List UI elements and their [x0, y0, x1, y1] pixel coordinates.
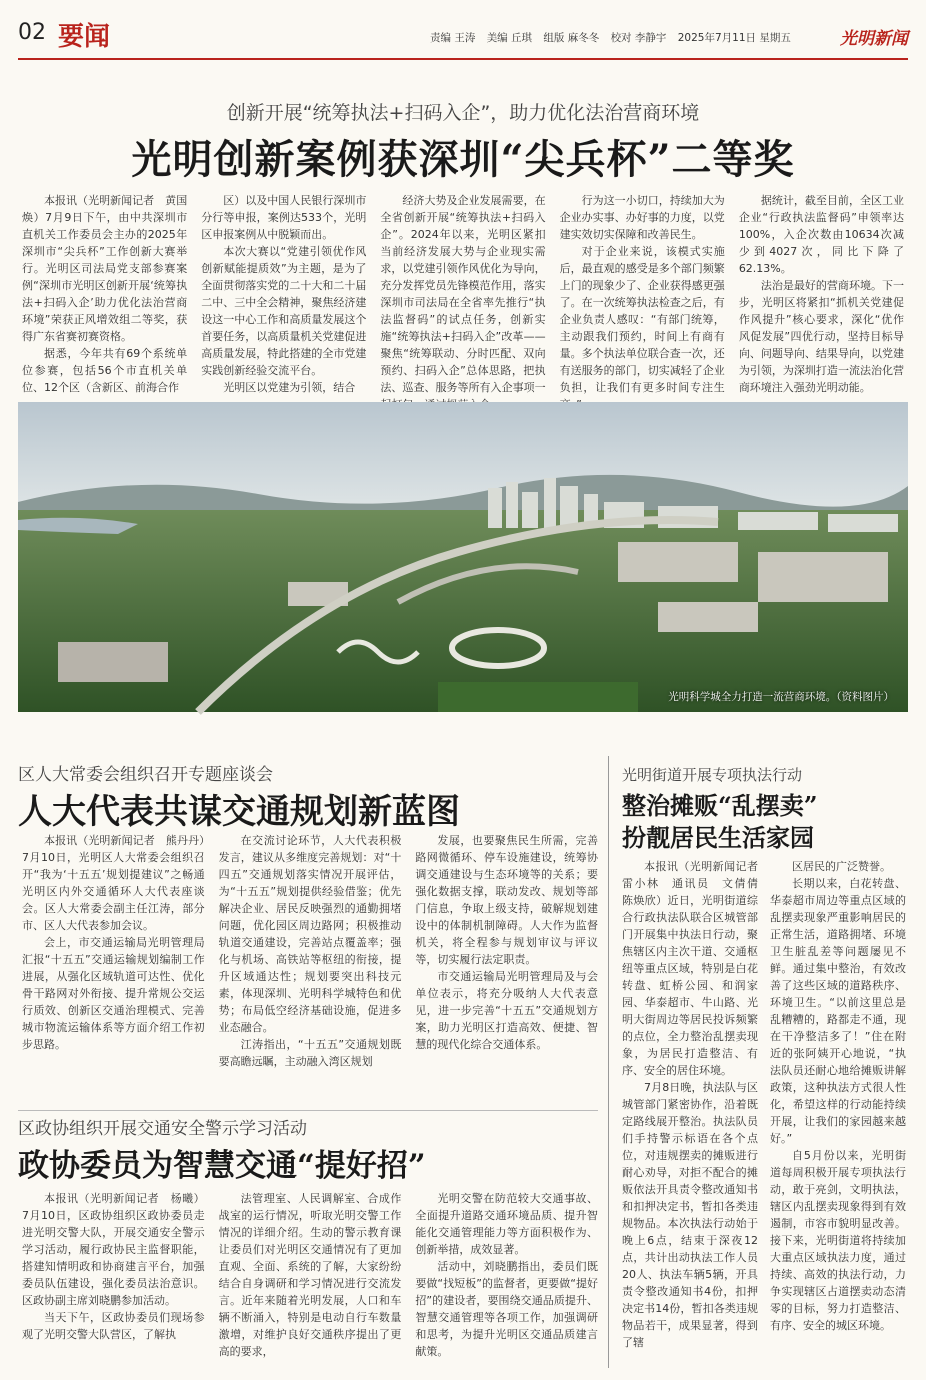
paragraph: 本报讯（光明新闻记者雷小林 通讯员 文倩倩 陈焕欣）近日，光明街道综合行政执法队联合区城管部门开展集中执法日行动，聚焦辖区内主次干道、交通枢纽等重点区域，特别是白花转盘、虹桥公园、和润家园、华泰超市、牛山路、光明大街周边等居民投诉频繁的点位，全力整治乱摆卖现象，为居民打造整洁、有序、安全的居住环境。	[622, 860, 769, 1077]
lead-kicker: 创新开展“统筹执法+扫码入企”，助力优化法治营商环境	[226, 102, 700, 124]
paragraph: 本报讯（光明新闻记者 熊丹丹）7月10日，光明区人大常委会组织召开“我为‘十五五’规划提建议”之畅通光明区内外交通循环人大代表座谈会。区人大常委会副主任江涛，部分市、区人大代表参加会议。	[22, 834, 205, 932]
story2-body	[22, 832, 598, 1102]
paragraph: 会上，市交通运输局光明管理局汇报“十五五”交通运输规划编制工作进展，从强化区域轨道可达性、优化骨干路网对外衔接、提升常规公交运行质效、创新区交通治理模式、完善城市物流运输体系等方面介绍工作初步思路。	[22, 936, 205, 1051]
paragraph: 法管理室、人民调解室、合成作战室的运行情况，听取光明交警工作情况的详细介绍。生动的警示教育课让委员们对光明区交通情况有了更加直观、全面、系统的了解，大家纷纷结合自身调研和学习情况进行交流发言。近年来随着光明发展，人口和车辆不断涌入，特别是电动自行车数量激增，对维护良好交通秩序提出了更高的要求，	[218, 1192, 402, 1358]
story2-column	[219, 832, 402, 1102]
paragraph: 区）以及中国人民银行深圳市分行等申报，案例达533个，光明区申报案例从中脱颖而出。	[201, 194, 367, 241]
editor-credits	[430, 30, 799, 45]
paragraph: 在交流讨论环节，人大代表积极发言，建议从多维度完善规划：对“十四五”交通规划落实情况开展评估，为“十五五”规划提供经验借鉴；优先解决企业、居民反映强烈的通勤拥堵问题，优化园区周边路网；积极推动轨道交通建设，完善站点覆盖率；强化与机场、高铁站等枢纽的衔接，提升区域通达性；规划要突出科技元素，体现深圳、光明科学城特色和优势；布局低空经济基础设施，促进多业态融合。	[218, 834, 402, 1034]
column-divider	[608, 756, 609, 1368]
credit-item: 校对 李静宇	[610, 32, 667, 44]
lead-column	[380, 192, 545, 392]
story3-column	[22, 1190, 205, 1370]
aerial-illustration	[18, 402, 908, 712]
lead-column	[560, 192, 725, 392]
paragraph: 经济大势及企业发展需要，在全省创新开展“统筹执法+扫码入企”。2024年以来，光明区紧扣当前经济发展大势与企业现实需求，以党建引领作风优化为导向，充分发挥党员先锋模范作用，落实深圳市司法局在全省率先推行“执法监督码”的试点任务，创新实施“统筹执法+扫码入企”改革——聚焦“统筹联动、分时匹配、双向预约、扫码入企”总体思路，把执法、巡查、服务等所有入企事项一	[380, 194, 546, 394]
aerial-city-photo	[18, 402, 908, 712]
story2-column	[22, 832, 205, 1102]
lead-body	[22, 192, 904, 392]
story3-body	[22, 1190, 598, 1370]
story4-body	[622, 858, 906, 1370]
paragraph: 活动中，刘晓鹏指出，委员们既要做“找短板”的监督者，更要做“提好招”的建设者，要围绕交通品质提升、智慧交通管理等各项工作，加强调研和思考，为提升光明区交通品质建言献策。	[415, 1260, 599, 1358]
story3-column	[415, 1190, 598, 1370]
paragraph: 光明区以党建为引领，结合	[223, 381, 356, 394]
section-title: 要闻	[58, 22, 111, 52]
paragraph: 本报讯（光明新闻记者 杨曦）7月10日，区政协组织区政协委员走进光明交警大队，开展交通安全警示学习活动，履行政协民主监督职能，搭建知情明政和协商建言平台，加强委员队伍建设，强化委员法治意识。区政协副主席刘晓鹏参加活动。	[22, 1192, 205, 1307]
page-number: 02	[18, 20, 46, 45]
paragraph: 据统计，截至目前，全区工业企业“行政执法监督码”申领率达100%，入企次数由10634次减少到4027次，同比下降了62.13%。	[738, 194, 905, 275]
story2-column	[415, 832, 598, 1102]
paragraph: 本报讯（光明新闻记者 黄国焕）7月9日下午，由中共深圳市直机关工作委员会主办的2025年深圳市“尖兵杯”工作创新大赛举行。光明区司法局党支部参赛案例“深圳市光明区创新开展‘统筹执法+扫码入企’助力优化法治营商环境”荣获正风增效组二等奖，获得广东省赛初赛资格。	[22, 194, 188, 343]
paragraph: 当天下午，区政协委员们现场参观了光明交警大队营区，了解执	[22, 1311, 205, 1341]
story2-headline: 人大代表共谋交通规划新蓝图	[18, 792, 460, 832]
story3-kicker: 区政协组织开展交通安全警示学习活动	[18, 1119, 307, 1139]
paragraph: 据悉，今年共有69个系统单位参赛，包括56个市直机关单位、12个区（含新区、前海合作	[22, 347, 188, 394]
story4-column	[770, 858, 906, 1370]
paragraph: 光明交警在防范较大交通事故、全面提升道路交通环境品质、提升智能化交通管理能力等方面积极作为、创新举措，成效显著。	[415, 1192, 599, 1256]
paragraph: 行为这一小切口，持续加大为企业办实事、办好事的力度，以党建实效切实保障和改善民生。	[559, 194, 725, 241]
paragraph: 区居民的广泛赞誉。	[792, 860, 891, 873]
paragraph: 长期以来，白花转盘、华泰超市周边等重点区域的乱摆卖现象严重影响居民的正常生活，道路拥堵、环境卫生脏乱差等问题屡见不鲜。通过集中整治，有效改善了这些区域的道路秩序、环境卫生。“以前这里总是乱糟糟的，路都走不通，现在干净整洁多了！”住在附近的张阿姨开心地说，“执法队员还耐心地给摊贩讲解政策，这种执法方式很人性化，希望这样的行动能持续开展，让我们的家园越来越好。”	[770, 877, 906, 1145]
lead-column	[22, 192, 187, 392]
lead-column	[201, 192, 378, 394]
lead-column	[739, 192, 904, 392]
lead-headline: 光明创新案例获深圳“尖兵杯”二等奖	[131, 136, 795, 183]
paragraph: 本次大赛以“党建引领优作风 创新赋能提质效”为主题，是为了全面贯彻落实党的二十大和二十届二中、三中全会精神，聚焦经济建设这一中心工作和高质量发展这个首要任务，以高质量机关党建促进高质量发展，特此搭建的全市党建实践创新经验交流平台。	[201, 245, 378, 377]
newspaper-logo: 光明新闻	[840, 29, 908, 49]
story2-kicker: 区人大常委会组织召开专题座谈会	[18, 765, 273, 785]
credit-item: 组版 麻冬冬	[543, 32, 600, 44]
paragraph: 市交通运输局光明管理局及与会单位表示，将充分吸纳人大代表意见，进一步完善“十五五”交通规划方案，助力光明区打造高效、便捷、智慧的现代化综合交通体系。	[415, 970, 599, 1051]
paragraph: 发展，也要聚焦民生所需，完善路网微循环、停车设施建设，统筹协调交通建设与生态环境等的关系；要强化数据支撑，联动发改、规划等部门信息，争取上级支持，破解规划建设中的体制机制障碍。人大作为监督机关，将全程参与规划审议与评议等，切实履行法定职责。	[415, 834, 599, 966]
masthead	[18, 14, 908, 60]
paragraph: 7月8日晚，执法队与区城管部门紧密协作，沿着既定路线展开整治。执法队员们手持警示标语在各个点位，对违规摆卖的摊贩进行耐心劝导，对拒不配合的摊贩依法开具责令整改通知书和扣押决定书，暂扣各类违规物品。本次执法行动始于晚上6点，结束于深夜12点，共计出动执法工作人员20人、执法车辆5辆，开具责令整改通知书4份，扣押决定书14份，暂扣各类违规物品若干，成果显著，得到了辖	[622, 1081, 758, 1349]
paragraph: 对于企业来说，该模式实施后，最直观的感受是多个部门频繁上门的现象少了、企业获得感更强了。在一次统筹执法检查之后，有企业负责人感叹：“有部门统筹，主动跟我们预约，时间上有商有量。多个执法单位联合查一次，还有送服务的部门，切实减轻了企业负担，让我们有更多时间专注生	[559, 245, 725, 394]
story4-kicker: 光明街道开展专项执法行动	[622, 766, 803, 784]
paragraph: 自5月份以来，光明街道每周积极开展专项执法行动，敢于亮剑，文明执法，辖区内乱摆卖现象得到有效遏制，市容市貌明显改善。接下来，光明街道将持续加大重点区域执法力度，通过持续、高效的执法行动，力争实现辖区占道摆卖动态清零的目标，努力打造整洁、有序、安全的城区环境。	[770, 1149, 906, 1332]
paragraph: 江涛指出，“十五五”交通规划既要高瞻远瞩，主动融入湾区规划	[218, 1038, 402, 1068]
credit-item: 美编 丘琪	[486, 32, 533, 44]
story3-column	[219, 1190, 402, 1370]
issue-date: 2025年7月11日 星期五	[677, 32, 791, 44]
story4-headline-line: 扮靓居民生活家园	[622, 823, 814, 852]
divider	[18, 1110, 598, 1111]
story3-headline: 政协委员为智慧交通“提好招”	[18, 1148, 426, 1184]
photo-caption: 光明科学城全力打造一流营商环境。（资料图片）	[668, 691, 894, 703]
story4-headline-line: 整治摊贩“乱摆卖”	[622, 791, 818, 820]
paragraph: 法治是最好的营商环境。下一步，光明区将紧扣“抓机关党建促作风提升”核心要求，深化“优作风促发展”四优行动，坚持目标导向、问题导向、结果导向，以党建为引领，为深圳打造一流法治化营商环境注入强劲光明动能。	[738, 279, 905, 394]
story4-column	[622, 858, 769, 1370]
credit-item: 责编 王涛	[430, 32, 476, 44]
